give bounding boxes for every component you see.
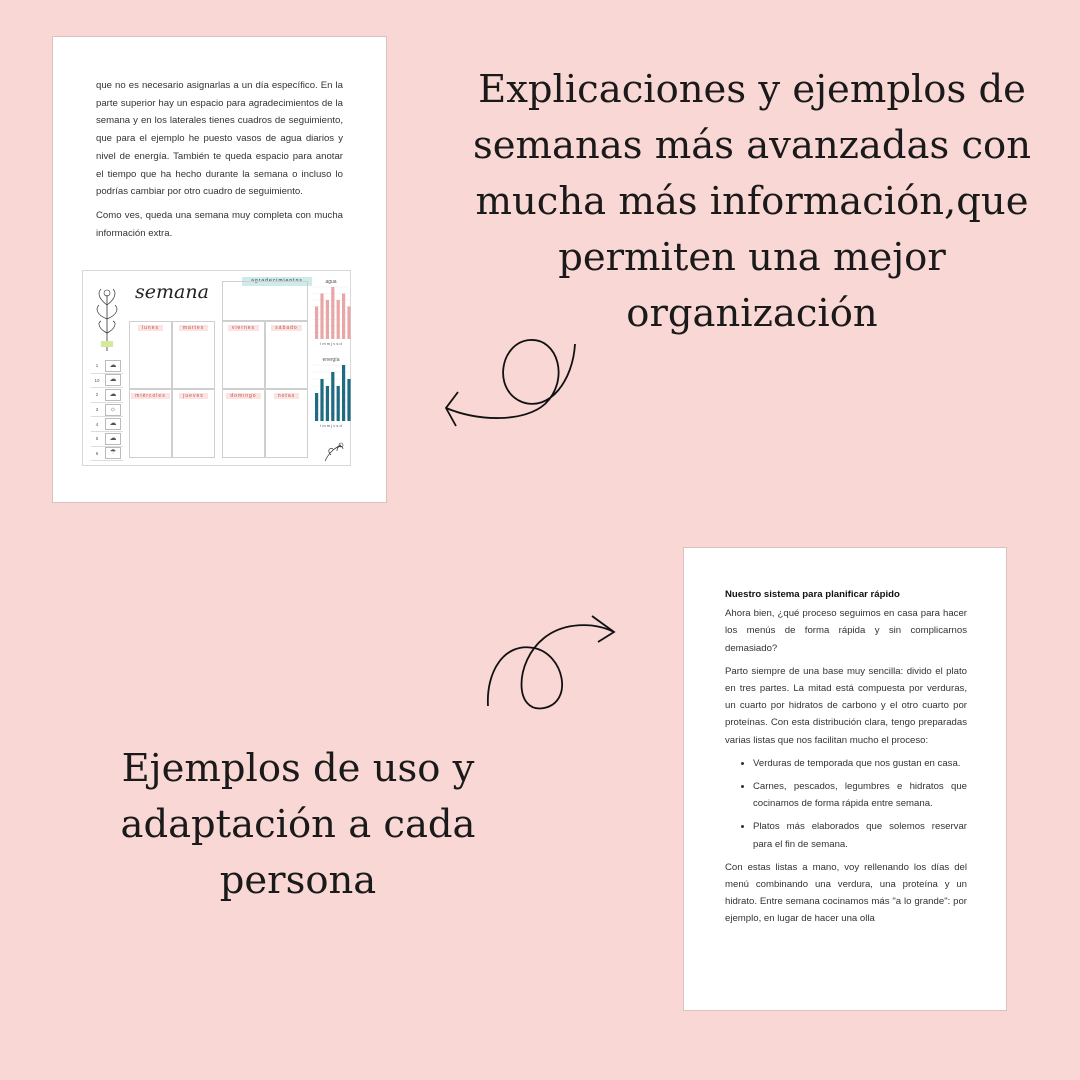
day-label: viernes (228, 325, 259, 331)
energy-bar (326, 386, 329, 421)
page2-heading: Nuestro sistema para planificar rápido (725, 589, 900, 600)
day-label: sábado (271, 325, 301, 331)
caption-top-line: permiten una mejor (558, 235, 946, 280)
recipe-page-preview (684, 548, 1006, 1010)
page2-text (725, 586, 967, 934)
water-bar (331, 287, 334, 339)
page2-paragraph-3: Con estas listas a mano, voy rellenando los días del menú combinando una verdura, una proteína y un hidrato. Entre semana cocinamos más "a lo grande": por ejemplo, en lugar de hacer una olla (725, 861, 967, 925)
energy-bar (320, 379, 323, 421)
energy-bar (315, 393, 318, 421)
page1-text (96, 77, 343, 248)
list-item: • Platos más elaborados que solemos reservar para el fin de semana. (753, 818, 967, 852)
gratitude-label: agradecimientos (242, 277, 312, 286)
day-box (172, 321, 215, 389)
water-bar (326, 300, 329, 339)
energy-bar (331, 372, 334, 421)
page2-paragraph-1: Ahora bien, ¿qué proceso seguimos en casa para hacer los menús de forma rápida y sin complicarnos demasiado? (725, 608, 967, 654)
caption-bottom-line: Ejemplos de uso y (121, 746, 475, 791)
curly-arrow-left-icon (440, 340, 590, 430)
water-bar (342, 294, 345, 340)
curly-arrow-right-icon (484, 612, 624, 712)
caption-bottom-line: persona (219, 858, 377, 903)
planner-title: semana (135, 281, 209, 303)
day-box (222, 389, 265, 458)
page2-paragraph-2: Parto siempre de una base muy sencilla: divido el plato en tres partes. La mitad está compuesta por verduras, un cuarto por hidratos de carbono y el otro cuarto por proteínas. Con esta distribución clara, tengo preparadas varias listas que nos facilitan mucho el proceso: (725, 665, 967, 746)
energy-chart-label: energía (322, 357, 340, 363)
cloud-icon: ☁ (105, 360, 121, 372)
weekly-planner-example (82, 270, 351, 466)
day-box (265, 389, 308, 458)
day-label: jueves (179, 393, 207, 399)
day-box (265, 321, 308, 389)
water-axis-label: l m m j v s d (320, 341, 342, 346)
gratitude-box (222, 281, 308, 321)
cloud-icon: ☁ (105, 374, 121, 386)
day-box (222, 321, 265, 389)
weather-tracker: 1 ☁ 10 ☁ 2 ☁ 3 ☼ 4 ☁ 5 ☁ 6 ☂ (91, 359, 123, 459)
caption-top-line: Explicaciones y ejemplos de (478, 67, 1026, 112)
day-box (129, 321, 172, 389)
flower-illustration-icon (93, 285, 121, 353)
cloud-icon: ☁ (105, 433, 121, 445)
energy-bar (347, 379, 350, 421)
planner-page-preview (53, 37, 386, 502)
day-label: notas (274, 393, 299, 399)
energy-bar (337, 386, 340, 421)
day-label: miércoles (131, 393, 169, 399)
caption-bottom-line: adaptación a cada (120, 802, 476, 847)
caption-top-line: organización (626, 291, 878, 336)
page1-paragraph-2: Como ves, queda una semana muy completa con mucha información extra. (96, 209, 343, 239)
water-bar (337, 300, 340, 339)
rain-icon: ☂ (105, 447, 121, 459)
caption-top-line: mucha más información,que (475, 179, 1029, 224)
day-label: domingo (226, 393, 260, 399)
caption-top (446, 62, 1058, 342)
water-bar (347, 307, 350, 340)
list-item: • Carnes, pescados, legumbres e hidratos que cocinamos de forma rápida entre semana. (753, 778, 967, 812)
day-label: martes (179, 325, 208, 331)
day-box (129, 389, 172, 458)
sun-icon: ☼ (105, 404, 121, 416)
water-bar (315, 307, 318, 340)
small-flower-icon (321, 441, 349, 463)
page1-paragraph-1: que no es necesario asignarlas a un día específico. En la parte superior hay un espacio para agradecimientos de la semana y en los laterales tienes cuadros de seguimiento, que para el ejemplo he puesto vasos de agua diarios y nivel de energía. También te queda espacio para anotar el tiempo que ha hecho durante la semana o incluso lo podrías cambiar por otro cuadro de seguimiento. (96, 80, 343, 198)
water-bar (320, 294, 323, 340)
caption-top-line: semanas más avanzadas con (472, 123, 1032, 168)
water-chart-label: agua (325, 279, 337, 285)
day-box (172, 389, 215, 458)
caption-bottom (96, 741, 500, 909)
day-label: lunes (138, 325, 163, 331)
energy-axis-label: l m m j v s d (320, 423, 342, 428)
page2-list (725, 755, 967, 853)
cloud-icon: ☁ (105, 418, 121, 430)
list-item: • Verduras de temporada que nos gustan en casa. (753, 755, 967, 772)
energy-bar (342, 365, 345, 421)
tracker-charts (311, 277, 351, 441)
cloud-icon: ☁ (105, 389, 121, 401)
